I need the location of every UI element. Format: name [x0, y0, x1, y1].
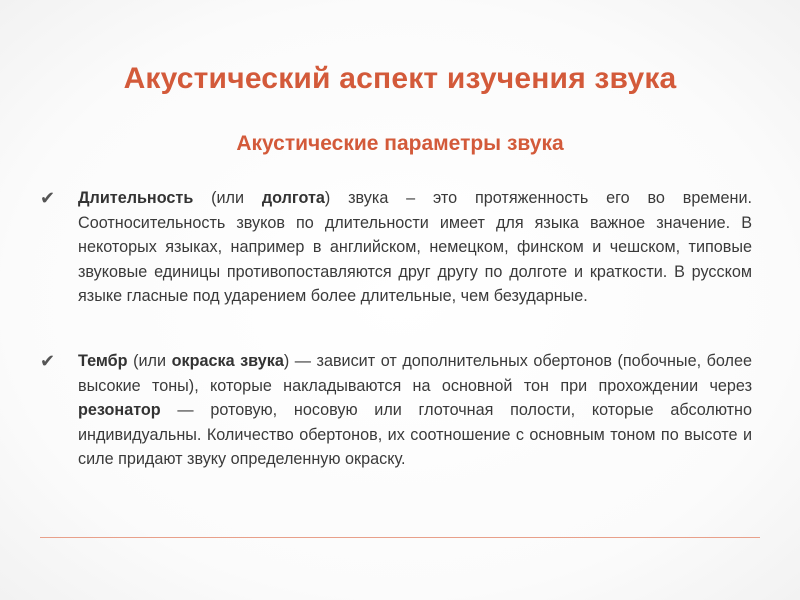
- text-fragment: ) — зависит от дополнительных обертонов (побочные, более высокие тоны), которые накладываются на основной тон при прохождении через: [78, 352, 752, 395]
- text-fragment: ) звука – это протяженность его во времени. Соотносительность звуков по длительности имеет для языка важное значение. В некоторых языках, например в английском, немецком, финском и чешском, типовые звуковые единицы противопоставляются друг другу по долготе и краткости. В русском языке гласные под ударением более длительные, чем безударные.: [78, 189, 752, 306]
- slide-subtitle: Акустические параметры звука: [236, 132, 564, 155]
- term-duration: Длительность: [78, 189, 194, 207]
- bullet-duration: [40, 186, 752, 309]
- term-timbre: Тембр: [78, 352, 128, 370]
- bottom-divider: [40, 537, 760, 538]
- slide-title: Акустический аспект изучения звука: [123, 62, 677, 95]
- term-sound-color: окраска звука: [171, 352, 284, 370]
- text-fragment: (или: [127, 352, 172, 370]
- term-longitude: долгота: [261, 189, 325, 207]
- term-resonator: резонатор: [78, 401, 161, 420]
- text-fragment: (или: [193, 189, 262, 207]
- bullet-text: [78, 349, 752, 472]
- check-icon: ✔: [40, 188, 56, 208]
- bullet-text: [78, 186, 752, 309]
- bullet-timbre: [40, 349, 752, 472]
- text-fragment: — ротовую, носовую или глоточная полости, которые абсолютно индивидуальны. Количество обертонов, их соотношение с основным тоном по высоте и силе придают звуку определенную окраску.: [78, 401, 752, 469]
- check-icon: ✔: [40, 351, 56, 371]
